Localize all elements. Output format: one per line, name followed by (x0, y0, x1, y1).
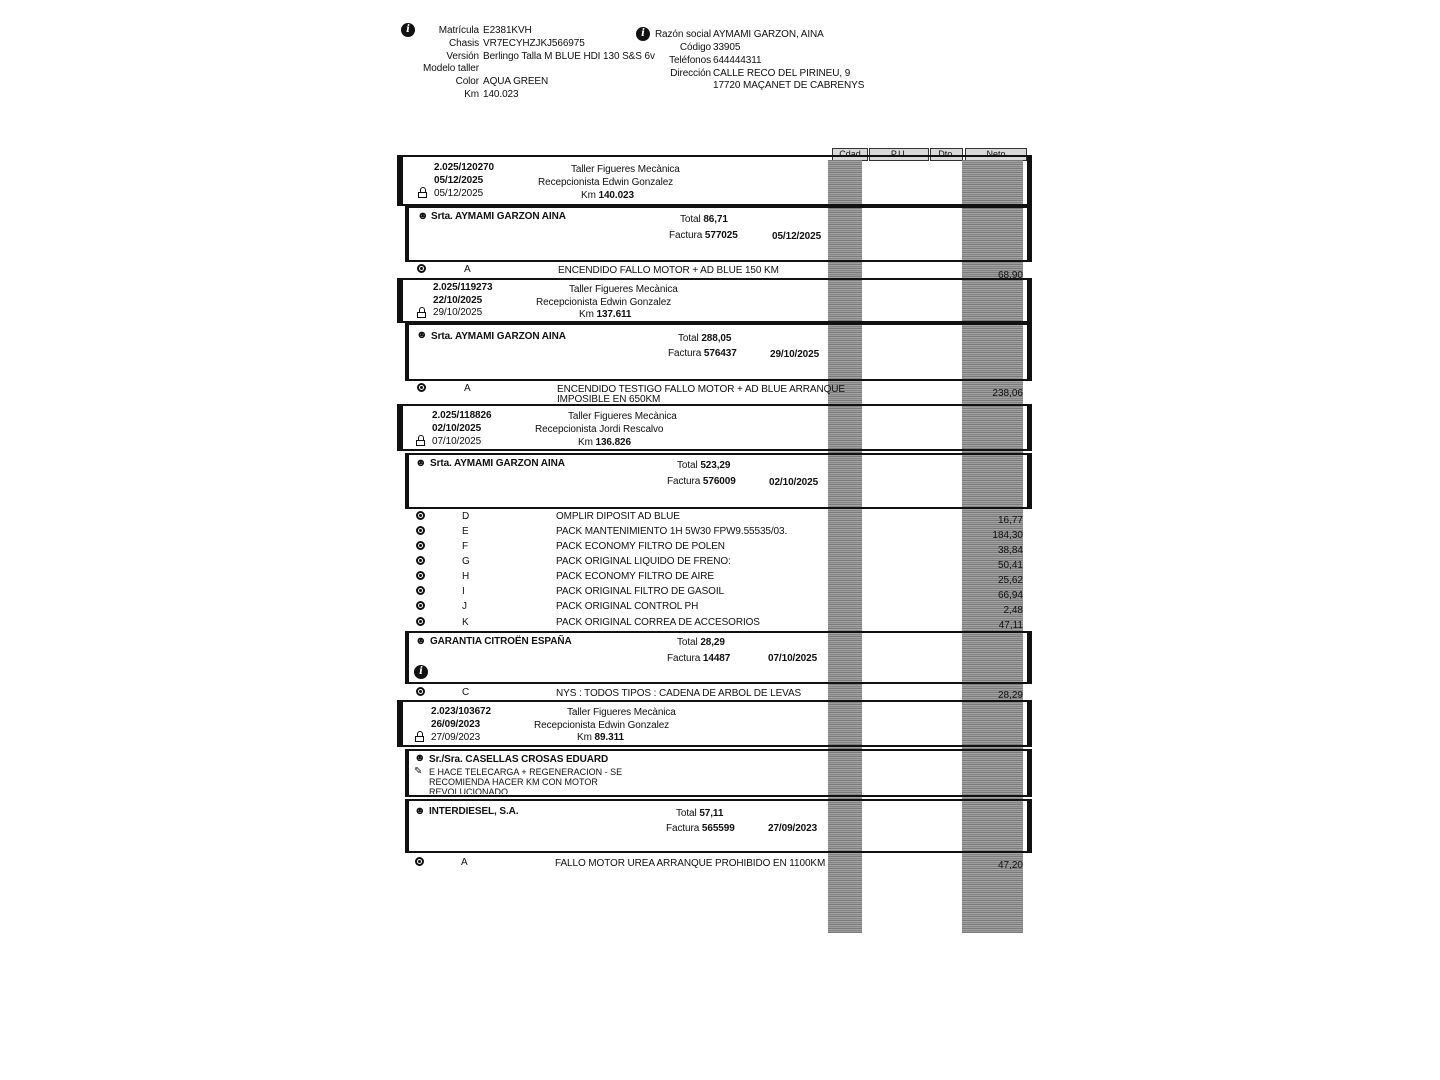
km-label: Km (577, 732, 592, 743)
line-neto: 68,90 (997, 270, 1023, 281)
line-code: A (461, 857, 468, 868)
matricula-label: Matrícula (438, 25, 479, 36)
invoice-customer: GARANTIA CITROËN ESPAÑA (430, 636, 572, 647)
line-description: PACK ORIGINAL LIQUIDO DE FRENO: (556, 556, 731, 567)
factura-label: Factura (667, 653, 701, 664)
direccion-label: Dirección (670, 68, 711, 79)
order-km: 136.826 (595, 437, 631, 448)
invoice-date: 29/10/2025 (770, 349, 820, 360)
operation-icon (417, 264, 426, 273)
order-header (397, 404, 1032, 451)
razon-label: Razón social (654, 29, 711, 40)
order-workshop: Taller Figueres Mecànica (567, 707, 676, 718)
order-closed-date: 05/12/2025 (434, 188, 484, 199)
operation-icon (416, 617, 425, 626)
line-code: K (462, 617, 469, 628)
invoice-customer: INTERDIESEL, S.A. (429, 806, 519, 817)
line-code: H (462, 571, 470, 582)
lock-icon (415, 731, 425, 742)
matricula-value: E2381KVH (483, 25, 532, 36)
lock-icon (418, 187, 428, 198)
operation-icon (415, 857, 424, 866)
invoice-total: 288,05 (701, 333, 732, 344)
receptionist-name: Edwin Gonzalez (600, 297, 672, 308)
info-icon[interactable]: i (636, 27, 650, 41)
column-header-neto: Neto (965, 148, 1027, 161)
line-neto: 66,94 (997, 590, 1023, 601)
line-neto: 47,11 (998, 620, 1023, 631)
km-label: Km (581, 190, 596, 201)
direccion-line-2: 17720 MAÇANET DE CABRENYS (713, 80, 865, 91)
order-closed-date: 07/10/2025 (432, 436, 482, 447)
column-header-cdad: Cdad (832, 148, 868, 161)
version-value: Berlingo Talla M BLUE HDI 130 S&S 6v (483, 51, 655, 62)
line-description: PACK ORIGINAL CONTROL PH (556, 601, 699, 612)
column-header-dto: Dto. (930, 148, 963, 161)
line-code: A (464, 264, 471, 275)
line-description: ENCENDIDO FALLO MOTOR + AD BLUE 150 KM (558, 265, 779, 276)
line-neto: 47,20 (997, 860, 1023, 871)
operation-icon (416, 511, 425, 520)
receptionist-label: Recepcionista (538, 177, 600, 188)
invoice-number: 577025 (704, 230, 738, 241)
line-description: ENCENDIDO TESTIGO FALLO MOTOR + AD BLUE ARRANQUE (557, 384, 845, 395)
line-description-cont: IMPOSIBLE EN 650KM (557, 394, 661, 405)
line-neto: 16,77 (997, 515, 1023, 526)
chasis-value: VR7ECYHZJKJ566975 (483, 38, 585, 49)
operation-icon (416, 601, 425, 610)
line-neto: 38,84 (997, 545, 1023, 556)
order-workshop: Taller Figueres Mecànica (568, 411, 677, 422)
operation-icon (416, 526, 425, 535)
line-code: E (462, 526, 469, 537)
total-label: Total (677, 460, 698, 471)
invoice-number: 565599 (701, 823, 735, 834)
receptionist-name: Jordi Rescalvo (599, 424, 664, 435)
factura-label: Factura (666, 823, 700, 834)
person-icon: ☻ (415, 635, 427, 647)
order-workshop: Taller Figueres Mecànica (571, 164, 680, 175)
invoice-customer: Srta. AYMAMI GARZON AINA (430, 458, 565, 469)
person-icon: ☻ (414, 805, 426, 817)
total-label: Total (678, 333, 699, 344)
invoice-date: 27/09/2023 (768, 823, 818, 834)
receptionist-label: Recepcionista (535, 424, 597, 435)
line-description: PACK ORIGINAL FILTRO DE GASOIL (556, 586, 724, 597)
operation-icon (416, 586, 425, 595)
codigo-label: Código (679, 42, 711, 53)
receptionist-name: Edwin Gonzalez (598, 720, 670, 731)
receptionist-label: Recepcionista (534, 720, 596, 731)
person-icon: ☻ (416, 329, 428, 341)
person-icon: ☻ (417, 210, 429, 222)
line-description: OMPLIR DIPOSIT AD BLUE (556, 511, 680, 522)
order-date: 22/10/2025 (433, 295, 483, 306)
line-description: PACK ECONOMY FILTRO DE AIRE (556, 571, 714, 582)
color-value: AQUA GREEN (483, 76, 549, 87)
line-neto: 184,30 (992, 530, 1023, 541)
km-label: Km (579, 309, 594, 320)
receptionist-name: Edwin Gonzalez (602, 177, 674, 188)
line-code: C (462, 687, 470, 698)
note-line: REVOLUCIONADO (429, 787, 509, 794)
note-icon: ✎ (414, 766, 423, 777)
order-date: 02/10/2025 (432, 423, 482, 434)
order-number: 2.025/118826 (432, 410, 492, 421)
info-icon[interactable]: i (401, 23, 415, 37)
order-closed-date: 29/10/2025 (433, 307, 483, 318)
invoice-number: 14487 (702, 653, 731, 664)
invoice-number: 576009 (702, 476, 736, 487)
note-line: E HACE TELECARGA + REGENERACION - SE (429, 767, 623, 777)
order-number: 2.025/119273 (433, 282, 493, 293)
order-closed-date: 27/09/2023 (431, 732, 481, 743)
line-neto: 28,29 (997, 690, 1023, 701)
line-neto: 238,06 (992, 388, 1023, 399)
line-description: PACK ORIGINAL CORREA DE ACCESORIOS (556, 617, 760, 628)
total-label: Total (680, 214, 701, 225)
line-description: PACK MANTENIMIENTO 1H 5W30 FPW9.55535/03. (556, 526, 788, 537)
order-header (397, 700, 1032, 747)
operation-icon (416, 556, 425, 565)
line-code: J (462, 601, 467, 612)
person-icon: ☻ (414, 752, 426, 764)
line-description: FALLO MOTOR UREA ARRANQUE PROHIBIDO EN 1100KM (555, 858, 826, 869)
order-date: 26/09/2023 (431, 719, 481, 730)
line-description: PACK ECONOMY FILTRO DE POLEN (556, 541, 725, 552)
chasis-label: Chasis (449, 38, 479, 49)
note-customer: Sr./Sra. CASELLAS CROSAS EDUARD (429, 754, 609, 765)
order-number: 2.023/103672 (431, 706, 491, 717)
telefonos-value: 644444311 (713, 55, 762, 66)
receptionist-label: Recepcionista (536, 297, 598, 308)
codigo-value: 33905 (713, 42, 741, 53)
order-date: 05/12/2025 (434, 175, 484, 186)
operation-icon (416, 541, 425, 550)
modelo-label: Modelo taller (423, 63, 479, 74)
info-icon[interactable]: i (414, 665, 428, 679)
factura-label: Factura (667, 476, 701, 487)
order-km: 137.611 (596, 309, 632, 320)
invoice-customer: Srta. AYMAMI GARZON AINA (431, 331, 566, 342)
factura-label: Factura (669, 230, 703, 241)
invoice-date: 05/12/2025 (772, 231, 822, 242)
telefonos-label: Teléfonos (669, 55, 711, 66)
direccion-line-1: CALLE RECO DEL PIRINEU, 9 (713, 68, 851, 79)
order-number: 2.025/120270 (434, 162, 494, 173)
invoice-total: 57,11 (699, 808, 724, 819)
invoice-date: 02/10/2025 (769, 477, 819, 488)
km-label: Km (578, 437, 593, 448)
line-neto: 50,41 (997, 560, 1023, 571)
km-label: Km (464, 89, 479, 100)
operation-icon (416, 571, 425, 580)
order-km: 140.023 (598, 190, 634, 201)
invoice-customer: Srta. AYMAMI GARZON AINA (431, 211, 566, 222)
invoice-number: 576437 (703, 348, 737, 359)
order-workshop: Taller Figueres Mecànica (569, 284, 678, 295)
operation-icon (416, 687, 425, 696)
invoice-date: 07/10/2025 (768, 653, 818, 664)
line-code: G (462, 556, 470, 567)
line-description: NYS : TODOS TIPOS : CADENA DE ARBOL DE LEVAS (556, 688, 802, 699)
note-line: RECOMIENDA HACER KM CON MOTOR (429, 777, 598, 787)
line-code: D (462, 511, 470, 522)
total-label: Total (677, 637, 698, 648)
razon-value: AYMAMI GARZON, AINA (713, 29, 824, 40)
line-neto: 25,62 (997, 575, 1023, 586)
person-icon: ☻ (415, 457, 427, 469)
total-label: Total (676, 808, 697, 819)
lock-icon (417, 307, 427, 318)
version-label: Versión (446, 51, 479, 62)
km-value: 140.023 (483, 89, 519, 100)
operation-icon (417, 383, 426, 392)
order-km: 89.311 (594, 732, 624, 743)
line-neto: 2,48 (1003, 605, 1023, 616)
line-code: F (462, 541, 469, 552)
note-text (429, 767, 622, 794)
line-code: A (464, 383, 471, 394)
invoice-total: 28,29 (700, 637, 725, 648)
lock-icon (416, 435, 426, 446)
invoice-total: 523,29 (700, 460, 731, 471)
factura-label: Factura (668, 348, 702, 359)
invoice-total: 86,71 (703, 214, 728, 225)
line-code: I (462, 586, 465, 597)
column-header-pu: P.U. (869, 148, 929, 161)
color-label: Color (455, 76, 479, 87)
